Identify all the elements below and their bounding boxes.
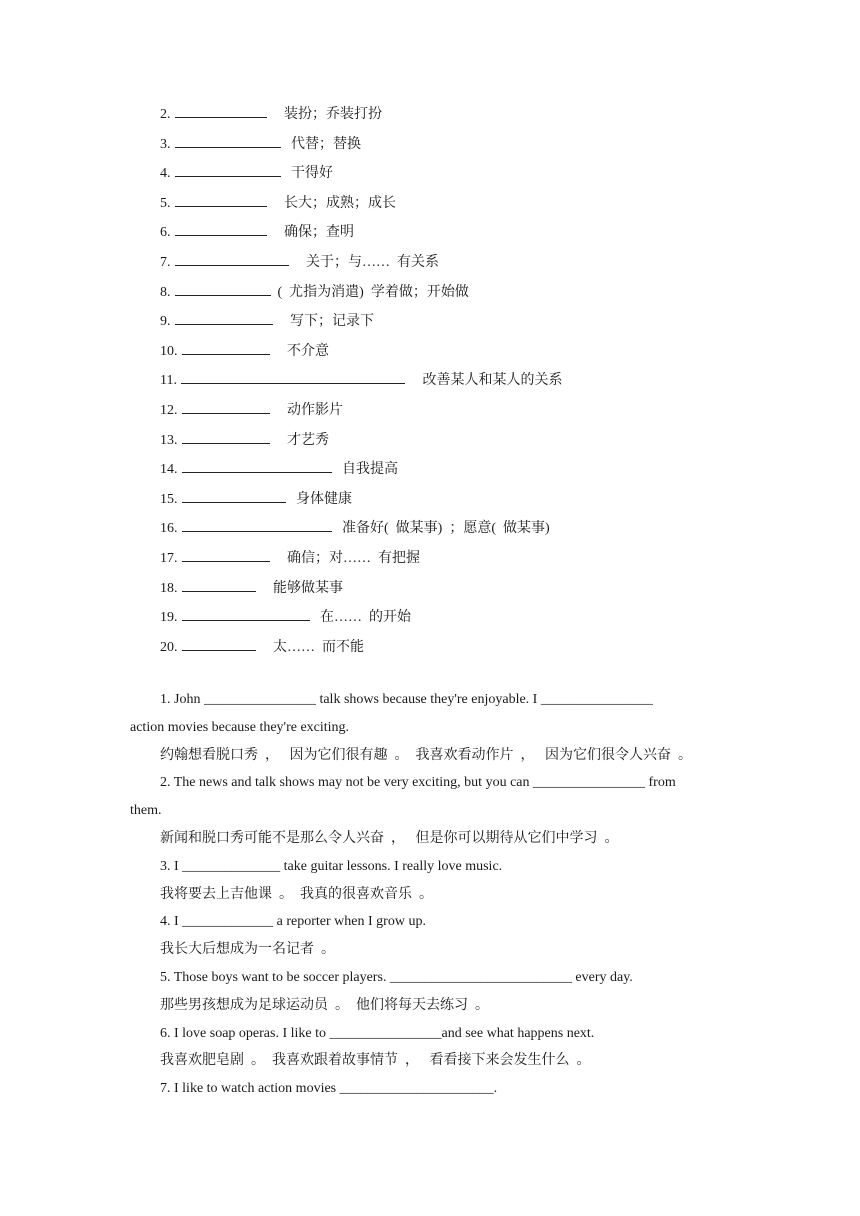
answer-blank [182,340,270,355]
sentence-5-translation: 那些男孩想成为足球运动员 。 他们将每天去练习 。 [160,997,489,1013]
answer-blank [175,221,267,236]
vocab-number: 20. [160,639,178,655]
vocab-number: 15. [160,491,178,507]
vocab-item [160,192,562,222]
sentence-1-en-line-2: action movies because they're exciting. [130,719,350,735]
sentence-2-translation: 新闻和脱口秀可能不是那么令人兴奋 ， 但是你可以期待从它们中学习 。 [160,830,619,846]
vocab-meaning: 不介意 [273,343,329,359]
vocab-item [160,369,562,399]
vocab-item [160,606,562,636]
sentence-4-en: 4. I _____________ a reporter when I grow up. [160,914,426,930]
sentence-3-en: 3. I ______________ take guitar lessons. I really love music. [160,858,503,874]
sentence-7-en: 7. I like to watch action movies ______________________. [160,1081,498,1097]
vocab-meaning: 关于；与…… 有关系 [292,254,439,270]
vocab-item [160,517,562,547]
answer-blank [175,133,281,148]
answer-blank [182,458,332,473]
vocab-item [160,103,562,133]
vocab-meaning: 长大；成熟；成长 [270,195,396,211]
vocab-meaning: 装扮；乔装打扮 [270,107,382,122]
sentence-6-en: 6. I love soap operas. I like to ________________and see what happens next. [160,1025,595,1041]
answer-blank [182,429,270,444]
vocab-meaning: 写下；记录下 [276,314,374,330]
answer-blank [175,162,281,177]
vocab-meaning: 能够做某事 [259,580,343,596]
vocab-meaning: 自我提高 [335,462,398,478]
vocab-item [160,636,562,666]
vocab-number: 12. [160,402,178,418]
vocab-number: 8. [160,284,171,300]
vocab-number: 6. [160,225,171,241]
answer-blank [175,281,271,296]
vocab-meaning: 太…… 而不能 [259,639,364,655]
answer-blank [175,103,267,118]
answer-blank [182,517,332,532]
answer-blank [175,251,289,266]
vocab-number: 10. [160,343,178,359]
vocab-number: 18. [160,580,178,596]
vocab-item [160,340,562,370]
vocab-meaning: 确保；查明 [270,225,354,241]
answer-blank [182,636,256,651]
sentence-4-translation: 我长大后想成为一名记者 。 [160,942,335,958]
vocab-number: 17. [160,550,178,566]
vocab-meaning: 干得好 [284,166,333,182]
vocab-meaning: 改善某人和某人的关系 [408,373,563,389]
vocab-item [160,133,562,163]
vocab-meaning: ( 尤指为消遣) 学着做；开始做 [274,284,469,300]
vocab-meaning: 才艺秀 [273,432,329,448]
sentence-1-translation: 约翰想看脱口秀 ， 因为它们很有趣 。 我喜欢看动作片 ， 因为它们很令人兴奋 。 [160,747,692,763]
vocab-meaning: 身体健康 [289,491,352,507]
answer-blank [182,488,286,503]
sentence-2-en-line-2: them. [130,803,162,819]
vocab-item [160,162,562,192]
sentence-6-translation: 我喜欢肥皂剧 。 我喜欢跟着故事情节 ， 看看接下来会发生什么 。 [160,1053,591,1069]
vocab-meaning: 准备好( 做某事) ；愿意( 做某事) [335,521,550,537]
answer-blank [182,577,256,592]
vocab-number: 7. [160,254,171,270]
vocab-number: 16. [160,521,178,537]
vocab-item [160,221,562,251]
sentence-3-translation: 我将要去上吉他课 。 我真的很喜欢音乐 。 [160,886,433,902]
sentence-2-en-line-1: 2. The news and talk shows may not be very exciting, but you can ________________ from [160,775,676,791]
vocab-list [160,103,562,665]
answer-blank [182,547,270,562]
vocab-meaning: 确信；对…… 有把握 [273,550,420,566]
sentence-exercises [130,689,730,1106]
vocab-meaning: 动作影片 [273,402,343,418]
vocab-item [160,399,562,429]
vocab-item [160,281,562,311]
vocab-number: 19. [160,610,178,626]
vocab-number: 4. [160,166,171,182]
vocab-number: 3. [160,136,171,152]
sentence-5-en: 5. Those boys want to be soccer players. __________________________ every day. [160,969,633,985]
vocab-number: 5. [160,195,171,211]
sentence-1-en-line-1: 1. John ________________ talk shows because they're enjoyable. I ________________ [160,692,653,707]
vocab-meaning: 代替；替换 [284,136,361,152]
vocab-number: 13. [160,432,178,448]
answer-blank [182,399,270,414]
answer-blank [175,192,267,207]
answer-blank [175,310,273,325]
vocab-item [160,458,562,488]
vocab-number: 11. [160,373,177,389]
vocab-item [160,251,562,281]
vocab-number: 9. [160,314,171,330]
answer-blank [182,606,310,621]
vocab-number: 14. [160,462,178,478]
vocab-number: 2. [160,107,171,122]
answer-blank [181,369,405,384]
vocab-item [160,429,562,459]
vocab-item [160,547,562,577]
vocab-meaning: 在…… 的开始 [313,610,411,626]
vocab-item [160,310,562,340]
vocab-item [160,488,562,518]
vocab-item [160,577,562,607]
